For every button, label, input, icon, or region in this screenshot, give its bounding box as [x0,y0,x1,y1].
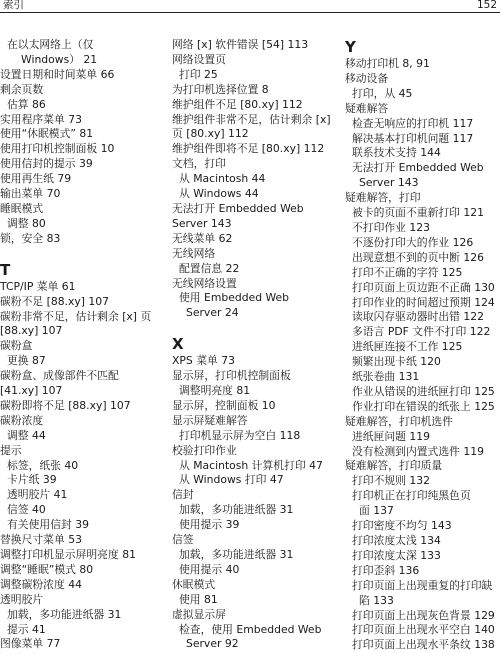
index-entry: 信签 40 [7,503,46,517]
index-entry: Server 92 [186,637,239,651]
index-entry: 使用提示 39 [179,518,240,532]
index-entry: 打印页面上出现水平空白 140 [352,623,495,637]
index-entry: 为打印机选择位置 8 [172,82,269,96]
index-entry: 页 [80.xy] 112 [172,127,249,141]
index-entry: 透明胶片 [0,592,44,606]
index-entry: 更换 87 [7,354,46,368]
index-entry: 锁，安全 83 [0,231,61,245]
index-entry: 被卡的页面不重新打印 121 [352,206,485,220]
index-entry: 打印不规则 132 [352,474,431,488]
index-entry: 调整“睡眠”模式 80 [0,562,94,576]
index-entry: 卡片纸 39 [7,473,57,487]
index-entry: 打印浓度太浅 134 [352,534,441,547]
index-entry: 剩余页数 [0,82,44,96]
index-entry: 透明胶片 41 [7,488,68,502]
section-letter-t: T [0,260,11,279]
index-entry: 从 Windows 44 [179,187,259,201]
index-entry: 多语言 PDF 文件不打印 122 [352,325,491,339]
index-entry: 信封 [172,488,194,502]
index-entry: 显示屏，打印机控制面板 [172,369,291,383]
index-entry: 疑难解答，打印 [345,191,421,205]
index-entry: Windows） 21 [21,52,98,66]
index-entry: TCP/IP 菜单 61 [0,279,76,293]
index-entry: 使用“休眠模式” 81 [0,127,94,141]
index-entry: 碳粉浓度 [0,413,44,427]
index-entry: 打印，从 45 [352,86,413,100]
index-entry: 进纸匣连接不工作 125 [352,340,463,354]
index-entry: 使用信封的提示 39 [0,157,93,171]
index-entry: 打印页面上页边距不正确 130 [352,280,495,294]
index-entry: 输出菜单 70 [0,187,61,201]
index-entry: 调整 44 [7,428,46,442]
index-entry: 检查，使用 Embedded Web [179,622,322,636]
section-letter-x: X [172,335,184,354]
index-entry: 校验打印作业 [172,443,237,457]
index-entry: 从 Macintosh 44 [179,172,266,186]
index-entry: 面 137 [359,504,394,518]
index-entry: 配置信息 22 [179,261,240,275]
index-entry: 打印浓度太深 133 [352,548,441,562]
index-entry: 维护组件非常不足，估计剩余 [x] [172,112,331,126]
index-entry: 加载，多功能进纸器 31 [179,548,294,561]
index-entry: 碳粉不足 [88.xy] 107 [0,294,110,308]
index-entry: 使用再生纸 79 [0,172,72,186]
index-entry: 显示屏，控制面板 10 [172,398,276,412]
index-entry: 有关使用信封 39 [7,518,89,532]
index-entry: 图像菜单 77 [0,637,61,651]
index-entry: 作业打印在错误的纸张上 125 [352,399,495,413]
index-entry: XPS 菜单 73 [172,354,235,368]
index-entry: 使用打印机控制面板 10 [0,142,115,156]
index-entry: 从 Macintosh 计算机打印 47 [179,458,323,472]
index-entry: 频繁出现卡纸 120 [352,355,441,369]
index-entry: 陷 133 [359,593,394,607]
index-entry: 碳粉盒、成像部件不匹配 [0,369,119,383]
index-entry: 提示 [0,443,22,457]
header-title: 索引 [3,0,24,11]
index-entry: 打印作业的时间超过预期 124 [352,295,495,309]
index-entry: 调整明亮度 81 [179,384,251,398]
index-column-3 [345,38,500,653]
index-entry: 无线网络设置 [172,276,237,290]
index-entry: 解决基本打印机问题 117 [352,131,474,145]
index-entry: 作业从错误的进纸匣打印 125 [352,384,495,398]
index-entry: 在以太网络上（仅 [7,38,94,51]
index-entry: 不逐份打印大的作业 126 [352,235,474,249]
index-entry: 虚拟显示屏 [172,607,226,621]
index-entry: 加载，多功能进纸器 31 [7,607,122,621]
index-entry: 无法打开 Embedded Web [172,201,304,215]
index-entry: 信签 [172,533,194,547]
index-entry: 打印歪斜 136 [352,563,420,577]
index-entry: Server 143 [359,176,419,190]
index-entry: 估算 86 [7,97,46,111]
index-entry: 不打印作业 123 [352,220,431,234]
index-entry: 联系技术支持 144 [352,146,441,160]
index-entry: 标签，纸张 40 [7,458,79,472]
index-entry: 打印 25 [179,67,218,81]
index-column-1 [0,38,165,652]
index-entry: 检查无响应的打印机 117 [352,116,474,130]
index-entry: 网络设置页 [172,52,226,66]
index-entry: 打印页面上出现重复的打印缺 [352,578,493,592]
index-entry: 碳粉盒 [0,339,33,353]
index-entry: 疑难解答 [345,101,389,115]
index-entry: 移动打印机 8, 91 [345,57,430,70]
index-entry: 移动设备 [345,71,389,85]
index-entry: Server 24 [186,306,239,320]
index-entry: 睡眠模式 [0,201,44,215]
index-entry: 打印不正确的字符 125 [352,265,463,279]
index-entry: 调整碳粉浓度 44 [0,577,82,591]
index-entry: 休眠模式 [172,577,216,591]
index-entry: 纸张卷曲 131 [352,370,420,384]
index-entry: 调整打印机显示屏明亮度 81 [0,548,136,561]
index-entry: 使用 Embedded Web [179,291,290,305]
index-entry: 文档，打印 [172,157,226,171]
index-entry: 实用程序菜单 73 [0,112,82,126]
index-entry: 加载，多功能进纸器 31 [179,503,294,517]
index-entry: 无法打开 Embedded Web [352,161,484,175]
index-entry: 疑难解答，打印质量 [345,459,443,473]
index-entry: 没有检测到内置式选件 119 [352,444,485,458]
index-entry: 进纸匣问题 119 [352,429,431,443]
index-entry: 显示屏疑难解答 [172,413,248,427]
index-entry: 碳粉非常不足，估计剩余 [x] 页 [0,309,152,323]
index-column-2 [172,38,337,652]
index-entry: Server 143 [172,216,232,230]
index-entry: 使用提示 40 [179,562,240,576]
index-entry: 提示 41 [7,622,46,636]
section-letter-y: Y [345,38,356,56]
index-entry: 使用 81 [179,592,218,606]
index-entry: 打印机显示屏为空白 118 [179,428,301,442]
index-entry: 维护组件不足 [80.xy] 112 [172,97,303,111]
index-entry: 出现意想不到的页中断 126 [352,250,485,264]
index-entry: 从 Windows 打印 47 [179,473,284,487]
index-entry: 无线菜单 62 [172,231,233,245]
page-header [0,0,500,12]
index-entry: [88.xy] 107 [0,324,63,338]
index-entry: 维护组件即将不足 [80.xy] 112 [172,142,325,156]
index-entry: 疑难解答，打印机选件 [345,414,453,428]
index-entry: 网络 [x] 软件错误 [54] 113 [172,38,309,51]
header-rule [0,12,500,13]
index-entry: 无线网络 [172,246,216,260]
index-entry: 打印密度不均匀 143 [352,519,452,533]
index-entry: 打印页面上出现水平条纹 138 [352,638,495,652]
index-entry: 打印页面上出现灰色背景 129 [352,608,495,622]
index-entry: 碳粉即将不足 [88.xy] 107 [0,398,131,412]
index-entry: [41.xy] 107 [0,384,63,398]
index-entry: 设置日期和时间菜单 66 [0,67,115,81]
index-entry: 调整 80 [7,216,46,230]
index-entry: 读取闪存驱动器时出错 122 [352,310,485,324]
page-number: 152 [476,0,497,11]
index-entry: 打印机正在打印纯黑色页 [352,489,471,503]
index-entry: 替换尺寸菜单 53 [0,533,82,547]
